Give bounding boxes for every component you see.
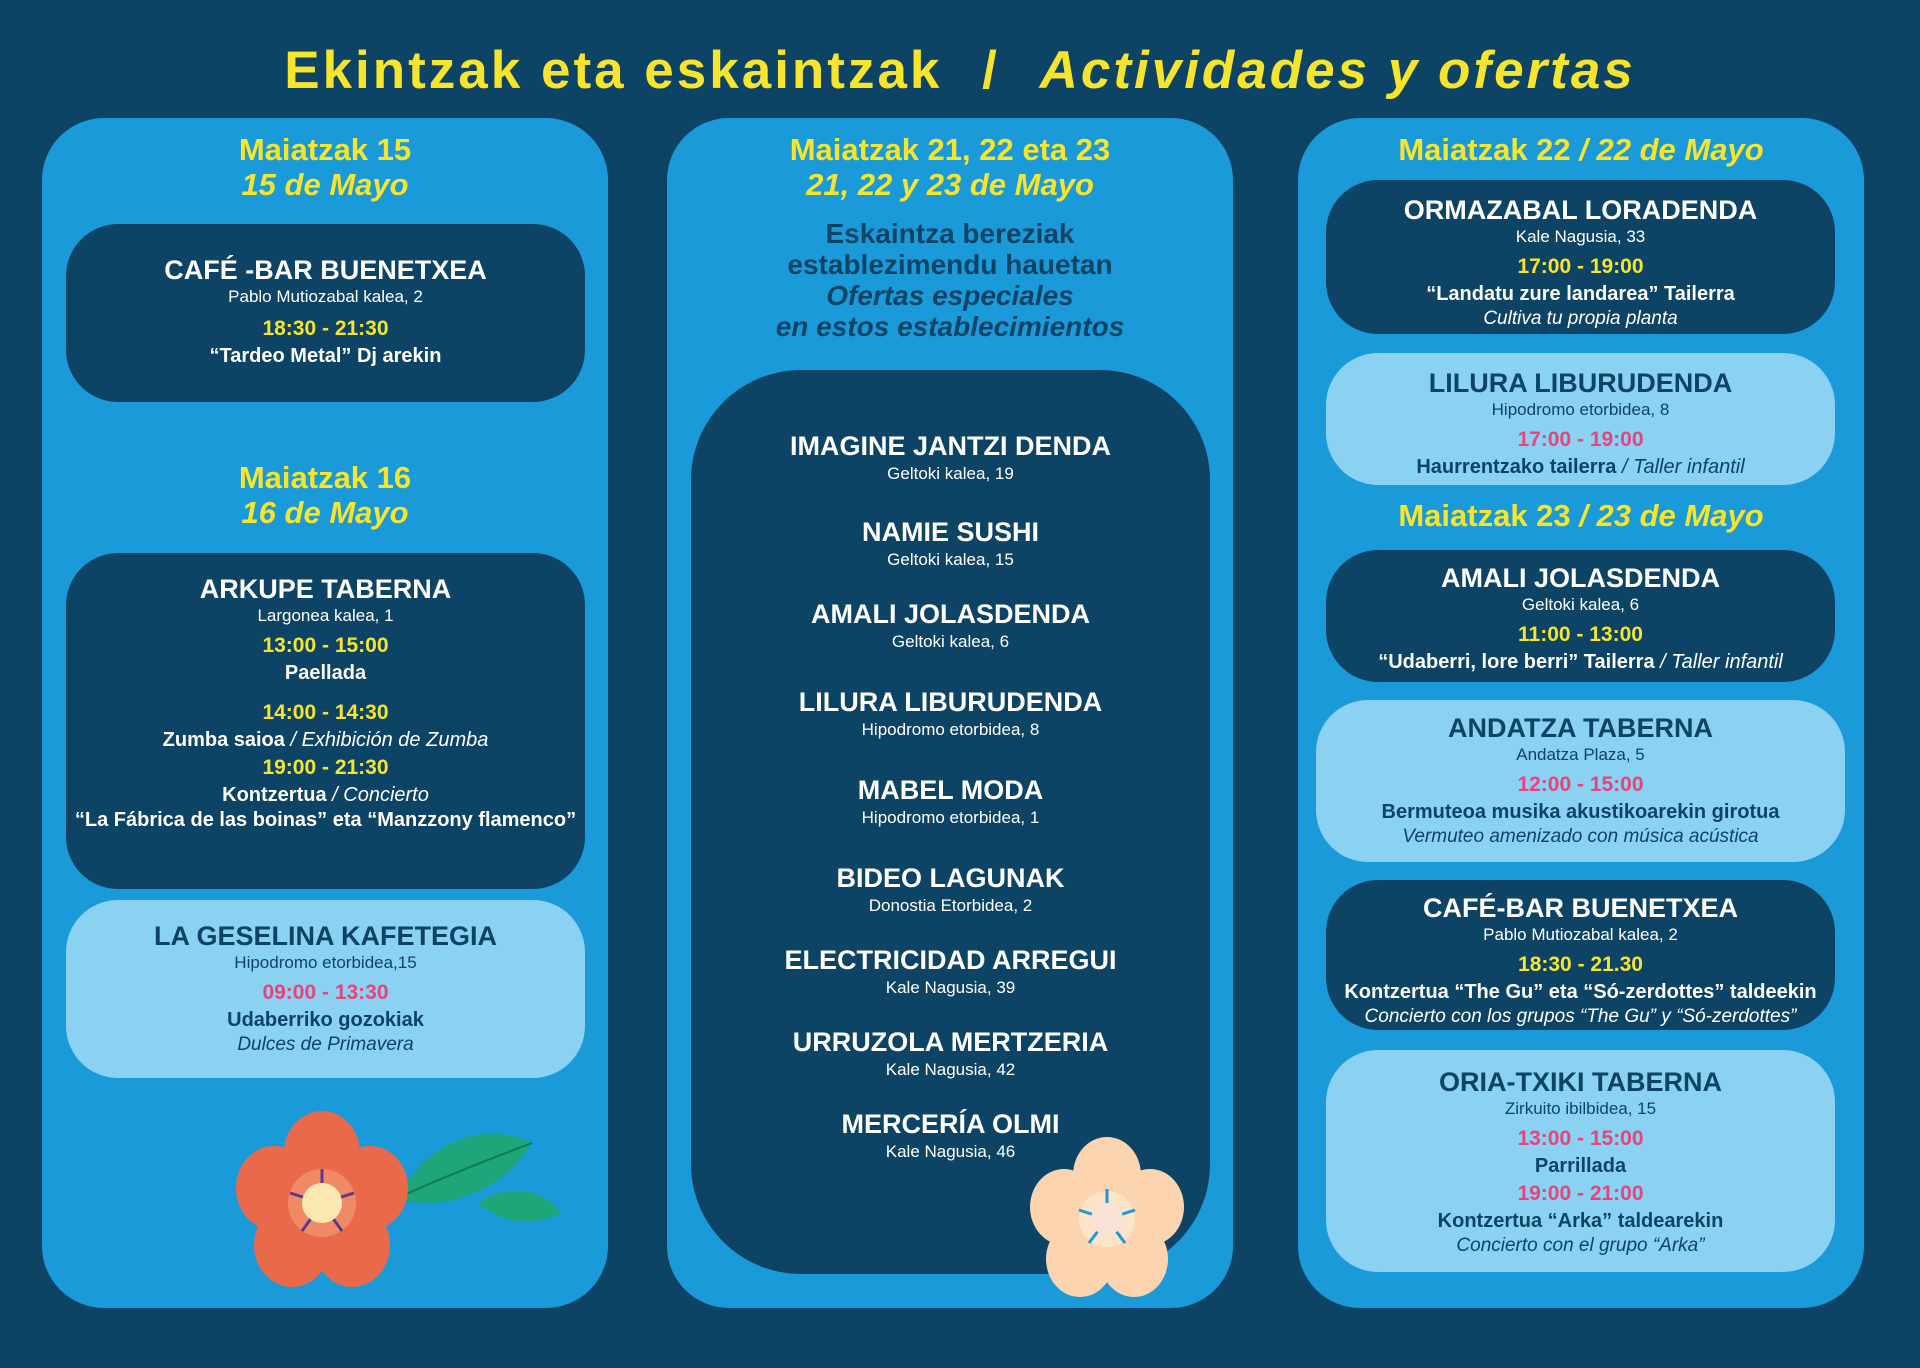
venue-name: ANDATZA TABERNA	[1448, 713, 1713, 743]
event-activity: Kontzertua “Arka” taldearekin	[1437, 1210, 1724, 1232]
store-item	[691, 598, 1210, 686]
event-card-oria-txiki	[1326, 1050, 1835, 1272]
event-card-arkupe-taberna	[66, 553, 585, 889]
venue-name: CAFÉ-BAR BUENETXEA	[1422, 893, 1738, 923]
date-eu: Maiatzak 16	[238, 460, 412, 495]
event-card-lilura	[1326, 353, 1835, 485]
store-address: Hipodromo etorbidea, 1	[861, 808, 1040, 827]
store-item	[691, 686, 1210, 774]
venue-name: CAFÉ -BAR BUENETXEA	[164, 255, 487, 285]
date-header-may-22	[1298, 132, 1864, 167]
event-card-andatza	[1316, 700, 1845, 862]
store-address: Hipodromo etorbidea, 8	[861, 720, 1040, 739]
event-activity: Kontzertua “The Gu” eta “Só-zerdottes” taldeekin	[1344, 981, 1817, 1003]
special-offers-heading	[667, 218, 1233, 342]
offer-heading-es: en estos establecimientos	[775, 311, 1125, 342]
separator: /	[326, 784, 344, 806]
date-eu: Maiatzak 21, 22 eta 23	[789, 132, 1111, 167]
store-address: Geltoki kalea, 19	[887, 464, 1014, 483]
orange-flower-icon	[222, 1103, 622, 1303]
event-card-ormazabal	[1326, 180, 1835, 334]
store-name: ELECTRICIDAD ARREGUI	[784, 945, 1117, 975]
venue-address: Kale Nagusia, 33	[1515, 227, 1646, 246]
store-name: MERCERÍA OLMI	[841, 1109, 1060, 1139]
event-activity: Udaberriko gozokiak	[227, 1009, 424, 1031]
venue-address: Geltoki kalea, 6	[1521, 595, 1640, 614]
event-time: 19:00 - 21:30	[262, 756, 389, 779]
event-activity: “Landatu zure landarea” Tailerra	[1426, 283, 1735, 305]
event-activity-detail: “La Fábrica de las boinas” eta “Manzzony flamenco”	[74, 809, 577, 831]
event-card-buenetxea-concert	[1326, 880, 1835, 1030]
store-name: MABEL MODA	[857, 775, 1044, 805]
event-activity-es: Concierto con el grupo “Arka”	[1456, 1235, 1705, 1256]
store-name: IMAGINE JANTZI DENDA	[789, 431, 1111, 461]
event-time: 18:30 - 21.30	[1518, 953, 1643, 976]
title-es: Actividades y ofertas	[1039, 41, 1636, 100]
event-time: 17:00 - 19:00	[1517, 255, 1644, 278]
event-activity	[1326, 650, 1835, 675]
store-name: LILURA LIBURUDENDA	[798, 687, 1103, 717]
event-card-la-geselina	[66, 900, 585, 1078]
venue-address: Hipodromo etorbidea,15	[234, 953, 417, 972]
column-may-15-16	[42, 118, 608, 1308]
event-activity: “Tardeo Metal” Dj arekin	[209, 345, 442, 367]
store-name: AMALI JOLASDENDA	[810, 599, 1090, 629]
date-eu: Maiatzak 22	[1398, 132, 1571, 167]
event-activity	[66, 728, 585, 753]
page-title	[0, 40, 1920, 101]
date-es: 16 de Mayo	[241, 495, 409, 530]
date-header-may-21-23	[667, 132, 1233, 202]
offer-heading-eu: Eskaintza bereziak	[825, 218, 1075, 249]
activity-eu: Zumba saioa	[162, 729, 285, 751]
leaf-icon	[397, 1134, 562, 1222]
event-time: 18:30 - 21:30	[262, 317, 389, 340]
event-activity-es: Vermuteo amenizado con música acústica	[1402, 826, 1759, 847]
store-item	[691, 944, 1210, 1026]
venue-address: Pablo Mutiozabal kalea, 2	[228, 287, 423, 306]
event-time: 09:00 - 13:30	[262, 981, 389, 1004]
activity-es: Exhibición de Zumba	[301, 729, 489, 751]
venue-address: Hipodromo etorbidea, 8	[1491, 400, 1670, 419]
store-name: URRUZOLA MERTZERIA	[792, 1027, 1109, 1057]
column-may-21-23	[667, 118, 1233, 1308]
event-activity-es: Dulces de Primavera	[237, 1034, 414, 1055]
date-header-may-15	[42, 132, 608, 202]
separator: /	[1570, 132, 1597, 167]
venue-name: ORIA-TXIKI TABERNA	[1439, 1067, 1722, 1097]
separator: /	[1654, 651, 1672, 673]
store-address: Kale Nagusia, 46	[885, 1142, 1016, 1161]
activity-es: Taller infantil	[1671, 651, 1783, 673]
event-time: 13:00 - 15:00	[1517, 1127, 1644, 1150]
store-address: Kale Nagusia, 42	[885, 1060, 1016, 1079]
event-time: 17:00 - 19:00	[1517, 428, 1644, 451]
event-card-amali	[1326, 550, 1835, 682]
venue-name: AMALI JOLASDENDA	[1440, 563, 1720, 593]
store-address: Geltoki kalea, 6	[891, 632, 1010, 651]
title-separator: /	[982, 41, 1000, 100]
venue-address: Largonea kalea, 1	[257, 606, 394, 625]
date-eu: Maiatzak 15	[238, 132, 412, 167]
venue-name: ARKUPE TABERNA	[199, 574, 452, 604]
store-name: NAMIE SUSHI	[861, 517, 1040, 547]
activity-eu: “Udaberri, lore berri” Tailerra	[1378, 651, 1655, 673]
event-time: 11:00 - 13:00	[1518, 623, 1643, 646]
date-eu: Maiatzak 23	[1398, 498, 1571, 533]
date-es: 23 de Mayo	[1596, 498, 1764, 533]
column-may-22-23	[1298, 118, 1864, 1308]
venue-address: Zirkuito ibilbidea, 15	[1504, 1099, 1657, 1118]
event-activity-es: Cultiva tu propia planta	[1483, 308, 1678, 329]
event-activity-es: Concierto con los grupos “The Gu” y “Só-zerdottes”	[1364, 1006, 1797, 1027]
date-header-may-16	[42, 460, 608, 530]
store-address: Kale Nagusia, 39	[885, 978, 1016, 997]
event-time: 13:00 - 15:00	[262, 634, 389, 657]
event-activity	[66, 783, 585, 808]
store-item	[691, 774, 1210, 862]
event-time: 12:00 - 15:00	[1517, 773, 1644, 796]
title-eu: Ekintzak eta eskaintzak	[284, 41, 943, 100]
date-es: 21, 22 y 23 de Mayo	[806, 167, 1094, 202]
venue-address: Andatza Plaza, 5	[1516, 745, 1645, 764]
event-time: 19:00 - 21:00	[1517, 1182, 1644, 1205]
venue-name: ORMAZABAL LORADENDA	[1403, 195, 1758, 225]
date-es: 15 de Mayo	[241, 167, 409, 202]
store-address: Donostia Etorbidea, 2	[868, 896, 1033, 915]
event-card-cafe-bar-buenetxea	[66, 224, 585, 402]
store-item	[691, 862, 1210, 944]
store-item	[691, 430, 1210, 516]
activity-eu: Kontzertua	[222, 784, 327, 806]
separator: /	[284, 729, 302, 751]
date-es: 22 de Mayo	[1596, 132, 1764, 167]
venue-name: LA GESELINA KAFETEGIA	[153, 921, 497, 951]
event-time: 14:00 - 14:30	[262, 701, 389, 724]
offer-heading-eu: establezimendu hauetan	[787, 249, 1113, 280]
store-name: BIDEO LAGUNAK	[836, 863, 1065, 893]
store-address: Geltoki kalea, 15	[887, 550, 1014, 569]
activity-es: Taller infantil	[1633, 456, 1745, 478]
venue-name: LILURA LIBURUDENDA	[1428, 368, 1733, 398]
peach-flower-icon	[1017, 1134, 1197, 1304]
event-activity: Parrillada	[1534, 1155, 1627, 1177]
separator: /	[1570, 498, 1597, 533]
event-activity	[1326, 455, 1835, 480]
event-activity: Paellada	[284, 662, 367, 684]
venue-address: Pablo Mutiozabal kalea, 2	[1483, 925, 1678, 944]
activity-es: Concierto	[343, 784, 429, 806]
activity-eu: Haurrentzako tailerra	[1416, 456, 1617, 478]
event-activity: Bermuteoa musika akustikoarekin girotua	[1381, 801, 1780, 823]
offer-heading-es: Ofertas especiales	[826, 280, 1074, 311]
date-header-may-23	[1298, 498, 1864, 533]
separator: /	[1616, 456, 1634, 478]
store-item	[691, 516, 1210, 598]
store-item	[691, 1026, 1210, 1108]
